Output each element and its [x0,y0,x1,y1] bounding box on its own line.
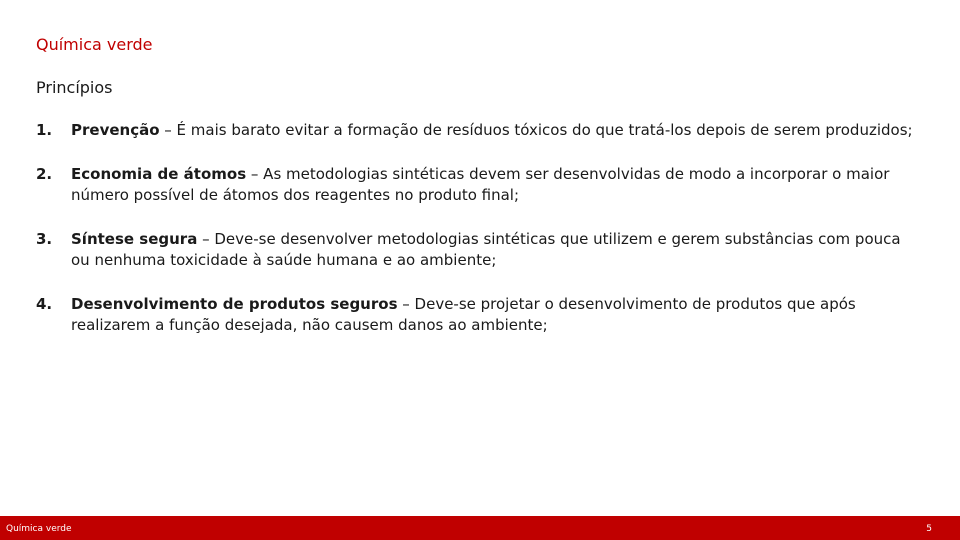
principle-term: Economia de átomos [71,165,247,183]
footer-label: Química verde [6,524,72,534]
principle-text: – As metodologias sintéticas devem ser desenvolvidas de modo a incorporar o maior número possível de átomos dos reagentes no produto final; [71,165,890,204]
page-number: 5 [926,524,932,534]
slide-subtitle: Princípios [36,78,113,97]
principle-item [36,294,916,336]
principle-term: Síntese segura [71,230,198,248]
principle-number: 1. [36,121,53,139]
principle-text: – Deve-se projetar o desenvolvimento de produtos que após realizarem a função desejada, não causem danos ao ambiente; [71,295,856,334]
principle-item [36,164,916,206]
principle-text: – É mais barato evitar a formação de resíduos tóxicos do que tratá-los depois de serem produzidos; [159,121,913,139]
principles-list [36,120,916,359]
principle-item [36,120,916,141]
principle-text: – Deve-se desenvolver metodologias sintéticas que utilizem e gerem substâncias com pouca ou nenhuma toxicidade à saúde humana e ao ambiente; [71,230,901,269]
principle-term: Desenvolvimento de produtos seguros [71,295,398,313]
principle-number: 3. [36,230,53,248]
principle-item [36,229,916,271]
footer-bar [0,516,960,540]
principle-number: 2. [36,165,53,183]
principle-term: Prevenção [71,121,160,139]
principle-number: 4. [36,295,53,313]
slide-title: Química verde [36,35,153,54]
